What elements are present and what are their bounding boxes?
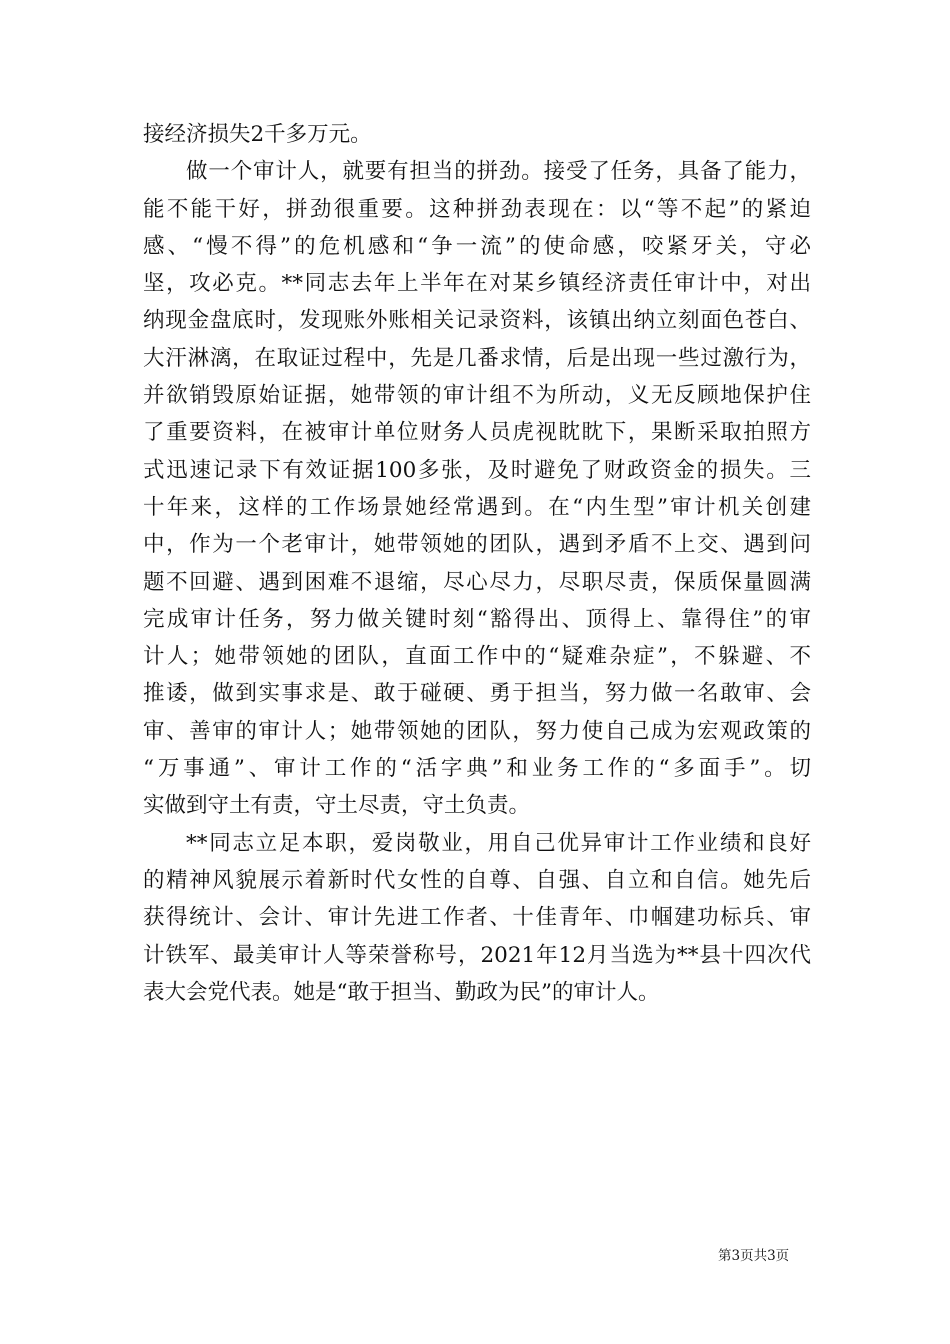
text-line: 表大会党代表。她是“敢于担当、勤政为民”的审计人。 [143,979,660,1005]
document-body [143,116,811,1011]
paragraph [143,825,811,1011]
text-line: 并欲销毁原始证据，她带领的审计组不为所动，义无反顾地保护住 [143,383,811,409]
text-line: 计铁军、最美审计人等荣誉称号，2021年12月当选为**县十四次代 [143,942,811,968]
text-line: 坚，攻必克。**同志去年上半年在对某乡镇经济责任审计中，对出 [143,271,811,297]
text-line: 接经济损失2千多万元。 [143,122,372,147]
text-line: 推诿，做到实事求是、敢于碰硬、勇于担当，努力做一名敢审、会 [143,681,811,707]
text-line: **同志立足本职，爱岗敬业，用自己优异审计工作业绩和良好 [186,830,811,856]
text-line: 式迅速记录下有效证据100多张，及时避免了财政资金的损失。三 [143,457,811,483]
text-line: 计人；她带领她的团队，直面工作中的“疑难杂症”，不躲避、不 [143,644,811,670]
page-number: 第3页共3页 [718,1248,790,1264]
text-line: 十年来，这样的工作场景她经常遇到。在“内生型”审计机关创建 [143,494,811,520]
text-line: 完成审计任务，努力做关键时刻“豁得出、顶得上、靠得住”的审 [143,606,811,632]
text-line: 中，作为一个老审计，她带领她的团队，遇到矛盾不上交、遇到问 [143,532,811,558]
text-line: 获得统计、会计、审计先进工作者、十佳青年、巾帼建功标兵、审 [143,905,811,931]
text-line: 做一个审计人，就要有担当的拼劲。接受了任务，具备了能力， [186,159,811,185]
text-line: “万事通”、审计工作的“活字典”和业务工作的“多面手”。切 [143,756,811,782]
text-line: 了重要资料，在被审计单位财务人员虎视眈眈下，果断采取拍照方 [143,420,811,446]
text-line: 能不能干好，拼劲很重要。这种拼劲表现在：以“等不起”的紧迫 [143,196,811,222]
text-line: 审、善审的审计人；她带领她的团队，努力使自己成为宏观政策的 [143,718,811,744]
text-line: 的精神风貌展示着新时代女性的自尊、自强、自立和自信。她先后 [143,867,811,893]
text-line: 纳现金盘底时，发现账外账相关记录资料，该镇出纳立刻面色苍白、 [143,308,811,334]
text-line: 感、“慢不得”的危机感和“争一流”的使命感，咬紧牙关，守必 [143,233,811,259]
text-line: 实做到守土有责，守土尽责，守土负责。 [143,793,531,819]
text-line: 大汗淋漓，在取证过程中，先是几番求情，后是出现一些过激行为， [143,345,811,371]
paragraph [143,116,811,153]
text-line: 题不回避、遇到困难不退缩，尽心尽力，尽职尽责，保质保量圆满 [143,569,811,595]
paragraph [143,153,811,824]
